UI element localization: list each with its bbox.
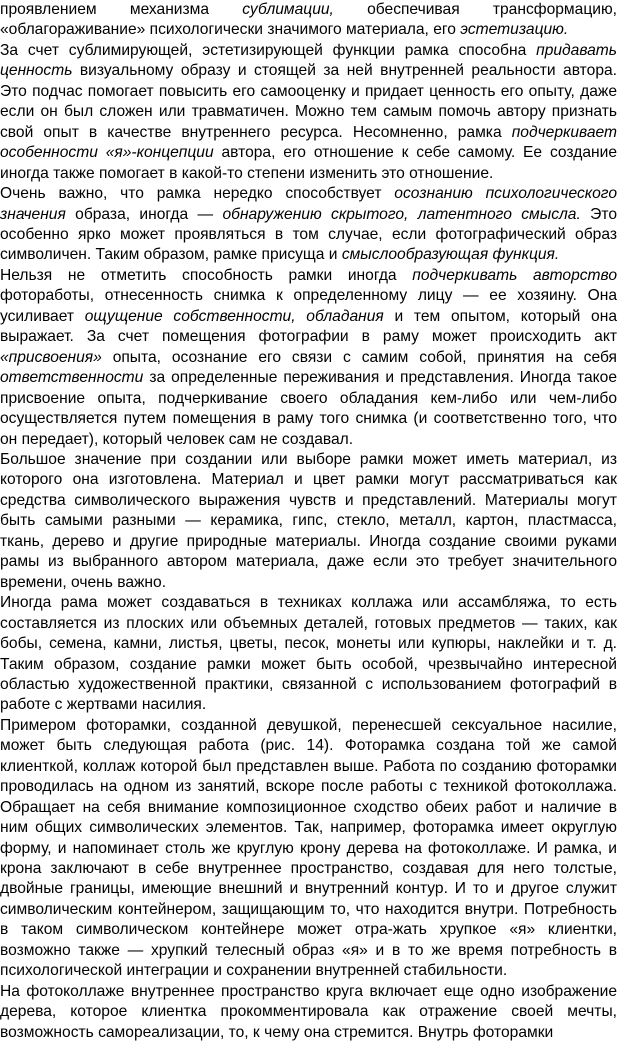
emphasis-text: смыслообразующая функция.	[341, 246, 560, 264]
paragraph-text: На фотоколлаже внутреннее пространство круга включает еще одно изображение дерева, которое клиентка прокомментировала как отражение своей мечты, возможность самореализации, то, к чему она стремится. Внутрь фоторамки	[0, 982, 617, 1041]
paragraph-text: и тем опытом, который она выражает. За счет помещения фотографии в раму может происходить акт	[0, 307, 617, 346]
paragraph-text: проявлением механизма	[0, 1, 243, 18]
emphasis-text: сублимации,	[242, 1, 334, 18]
paragraph-text: Примером фоторамки, созданной девушкой, перенесшей сексуальное насилие, может быть следующая работа (рис. 14). Фоторамка создана той же самой клиенткой, коллаж которой был представлен выше. Работа по созданию фоторамки проводилась на одном из занятий, вскоре после работы с техникой фотоколлажа. Обращает на себя внимание композиционное сходство обеих работ и наличие в ним общих символических элементов. Так, например, фоторамка имеет округлую форму, и напоминает столь же круглую крону дерева на фотоколлаже. И рамка, и крона заключают в себе внутреннее пространство, создавая для него толстые, двойные границы, имеющие внешний и внутренний контур. И то и другое служит символическим контейнером, защищающим то, что находится внутри. Потребность в таком символическом контейнере может отра-жать хрупкое «я» клиентки, возможно также — хрупкий телесный образ «я» и в то же время потребность в психологической интеграции и сохранении внутренней стабильности.	[0, 716, 617, 980]
paragraph-text: за определенные переживания и представления. Иногда такое присвоение опыта, подчеркивание своего обладания кем-либо или чем-либо осуществляется путем помещения в раму того снимка (и соответственно того, что он передает), который человек сам не создавал.	[0, 369, 617, 448]
paragraph	[0, 593, 617, 716]
paragraph-text: образа, иногда —	[65, 205, 223, 223]
paragraph-text: опыта, осознание его связи с самим собой, принятия на себя	[101, 348, 617, 366]
paragraph-text: Большое значение при создании или выборе рамки может иметь материал, из которого она изготовлена. Материал и цвет рамки могут рассматриваться как средства символического выражения чувств и представлений. Материалы могут быть самыми разными — керамика, гипс, стекло, металл, картон, пластмасса, ткань, дерево и другие природные материалы. Иногда создание своими руками рамы из выбранного автором материала, даже если это требует значительного времени, очень важно.	[0, 450, 617, 591]
paragraph	[0, 0, 617, 41]
paragraph	[0, 982, 617, 1043]
emphasis-text: эстетизацию.	[460, 21, 569, 39]
emphasis-text: «присвоения»	[0, 348, 102, 366]
paragraph-text: автора, его отношение к себе самому. Ее создание иногда также помогает в какой-то степени изменить это отношение.	[0, 144, 617, 182]
paragraph-text: обеспечивая трансформацию, «облагораживание» психологически значимого материала, его	[0, 1, 617, 39]
emphasis-text: ответственности	[0, 369, 144, 387]
paragraph-text: Иногда рама может создаваться в техниках коллажа или ассамбляжа, то есть составляется из плоских или объемных деталей, готовых предметов — таких, как бобы, семена, камни, листья, цветы, песок, монеты или купюры, наклейки и т. д. Таким образом, создание рамки может быть особой, чрезвычайно интересной областью художественной практики, связанной с использованием фотографий в работе с жертвами насилия.	[0, 594, 617, 714]
paragraph-text: За счет сублимирующей, эстетизирующей функции рамка способна	[0, 41, 537, 59]
paragraph-text: фотоработы, отнесенность снимка к определенному лицу — ее хозяину. Она усиливает	[0, 287, 617, 325]
paragraph	[0, 184, 617, 266]
emphasis-text: ощущение собственности, обладания	[84, 307, 384, 325]
paragraph	[0, 716, 617, 982]
paragraph	[0, 266, 617, 450]
emphasis-text: подчеркивать авторство	[412, 266, 617, 284]
paragraph	[0, 41, 617, 184]
paragraph	[0, 450, 617, 593]
emphasis-text: осознанию психологического значения	[0, 185, 617, 223]
paragraph-text: Нельзя не отметить способность рамки иногда	[0, 266, 413, 284]
paragraph-text: визуальному образу и стоящей за ней внутренней реальности автора. Это подчас помогает повысить его самооценку и придает ценность его опыту, даже если он был сложен или травматичен. Можно тем самым помочь автору признать свой опыт в качестве внутреннего ресурса. Несомненно, рамка	[0, 62, 617, 141]
emphasis-text: придавать ценность	[0, 41, 617, 80]
emphasis-text: обнаружению скрытого, латентного смысла.	[222, 205, 581, 223]
emphasis-text: подчеркивает особенности «я»-концепции	[0, 123, 617, 162]
paragraph-text: Очень важно, что рамка нередко способствует	[0, 185, 395, 203]
paragraph-text: Это особенно ярко может проявляться в том случае, если фотографический образ символичен. Таким образом, рамке присуща и	[0, 205, 618, 264]
